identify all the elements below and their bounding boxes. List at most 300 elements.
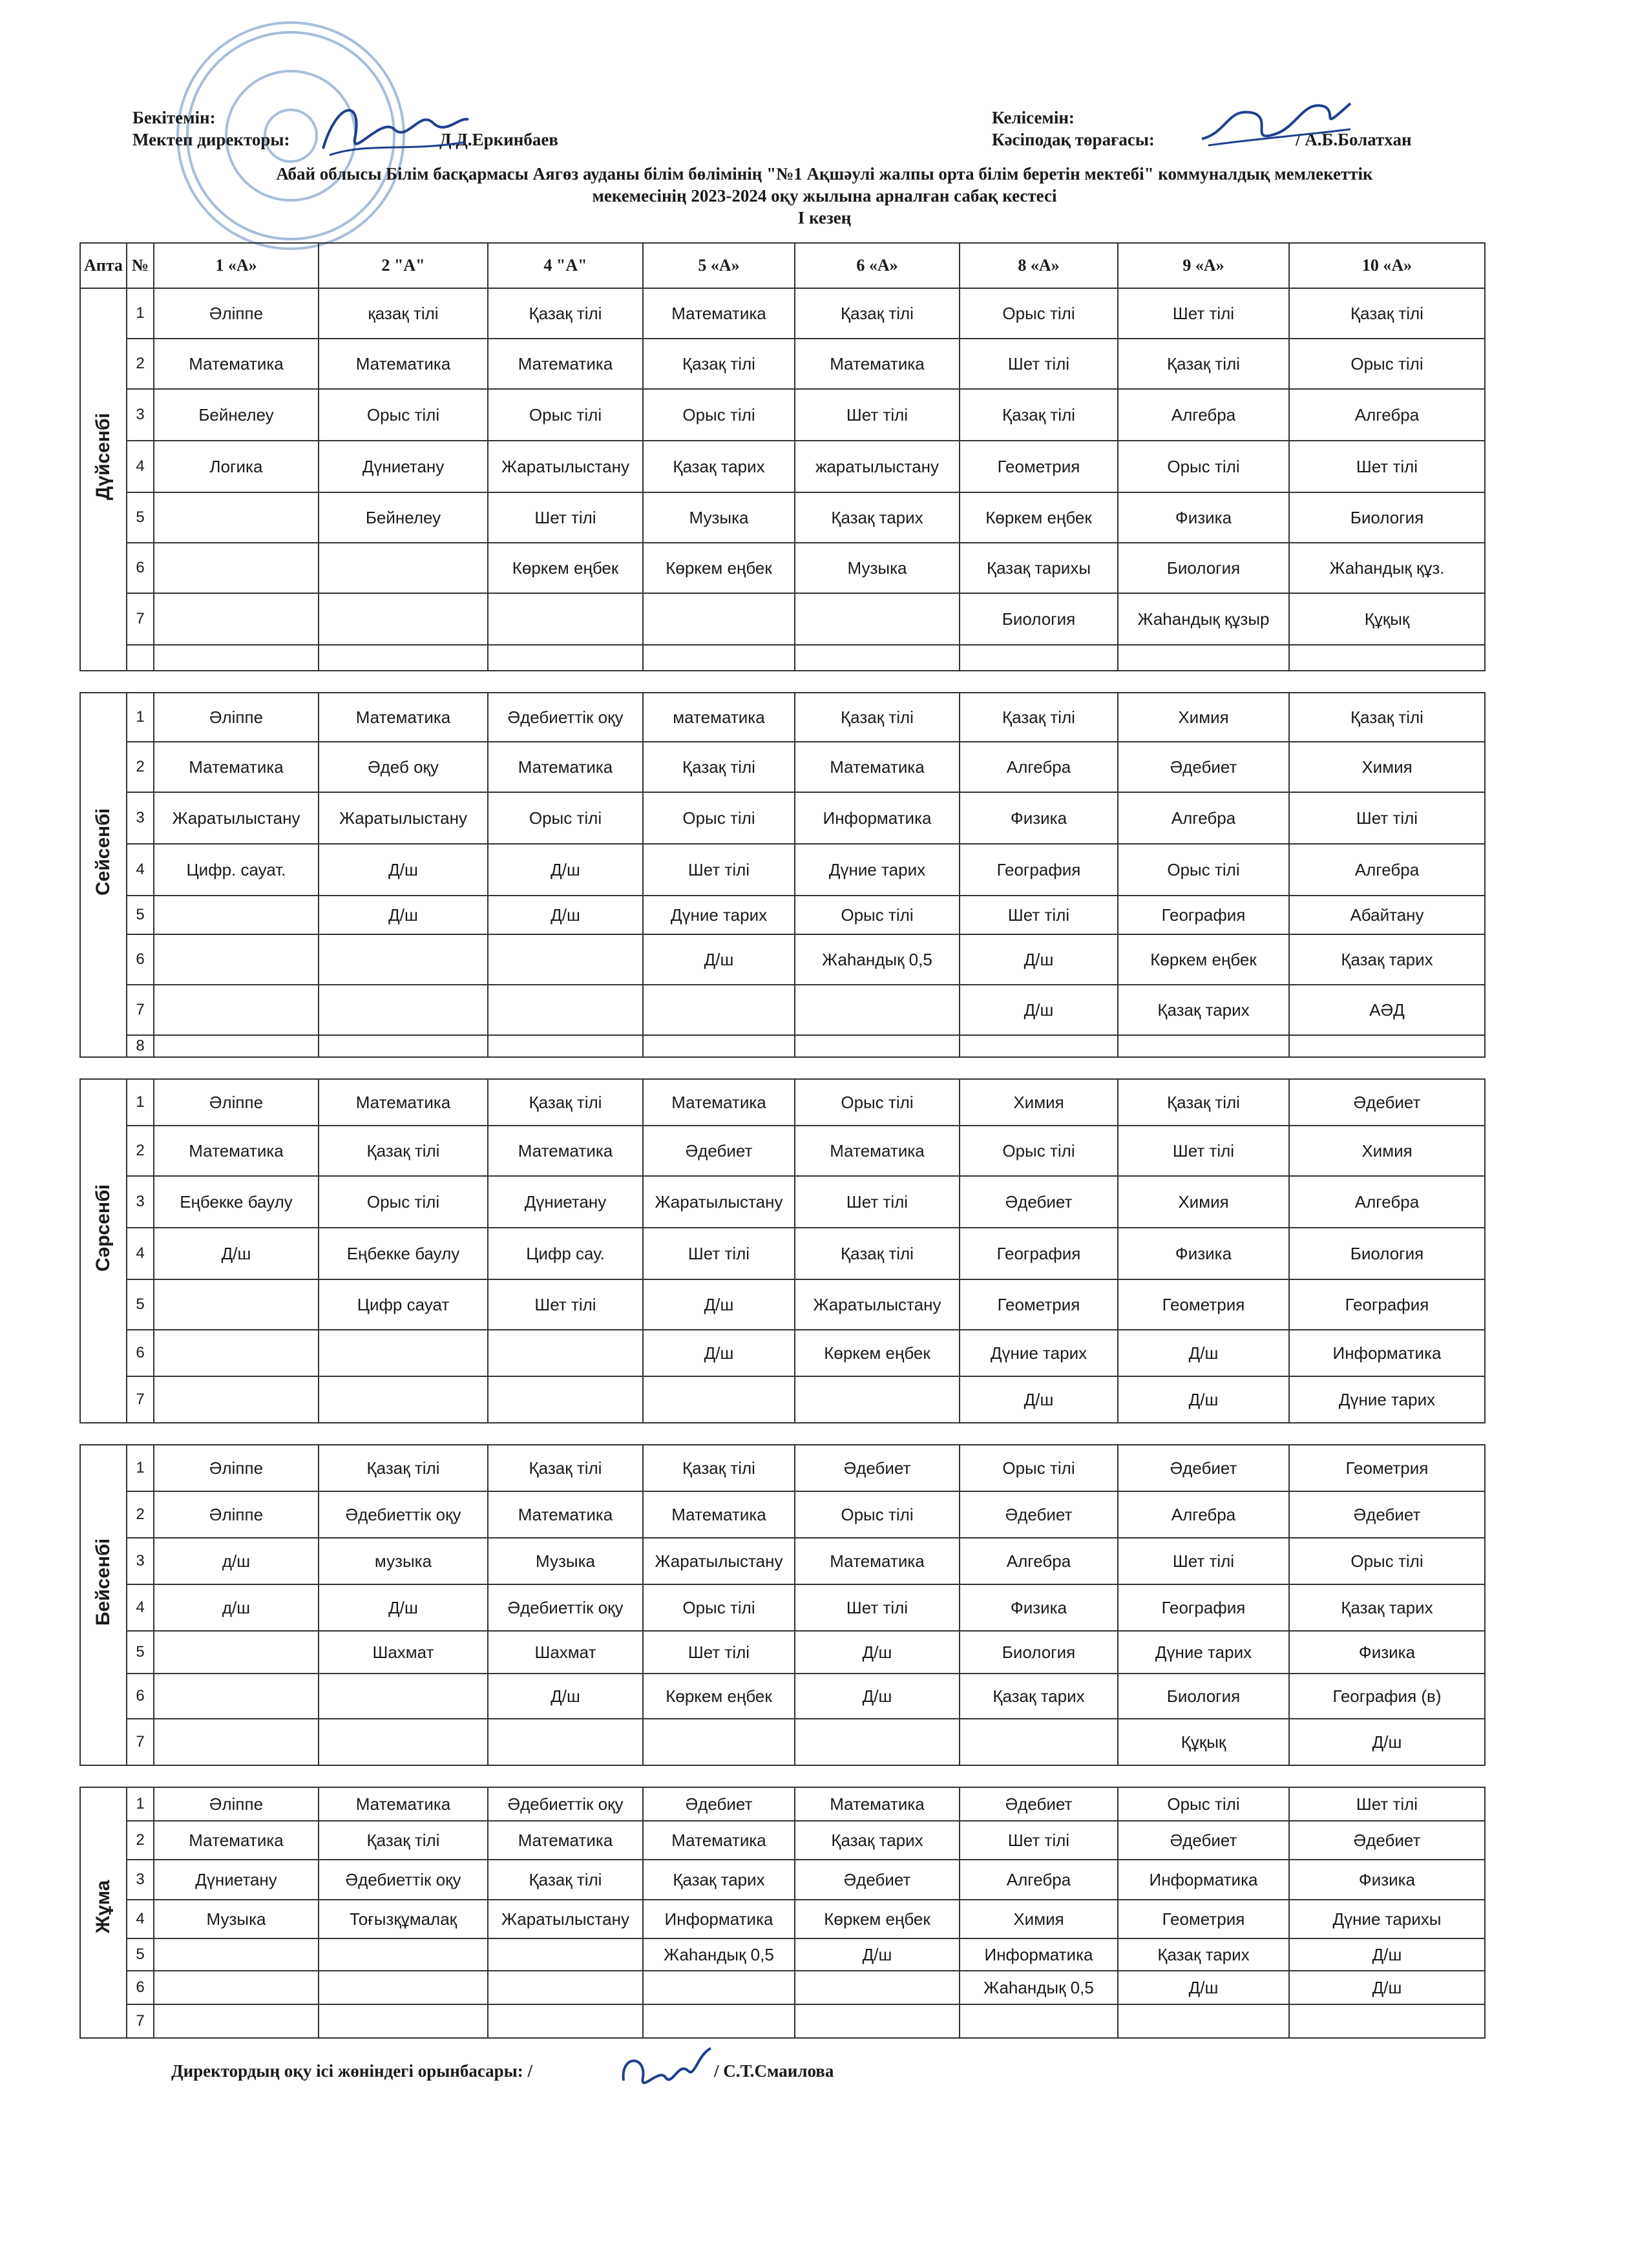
lesson-cell-4a: Орыс тілі xyxy=(488,792,643,844)
lesson-cell-1a xyxy=(154,2004,319,2038)
header-class-6a: 6 «А» xyxy=(795,243,960,288)
lesson-cell-2a xyxy=(319,1938,488,1971)
lesson-cell-1a: Математика xyxy=(154,742,319,792)
lesson-cell-2a: Еңбекке баулу xyxy=(319,1228,488,1279)
lesson-cell-9a: Шет тілі xyxy=(1118,1126,1289,1176)
lesson-cell-8a: Дүние тарих xyxy=(960,1330,1118,1376)
lesson-number: 6 xyxy=(127,1971,154,2004)
lesson-cell-8a: Әдебиет xyxy=(960,1176,1118,1228)
separator-cell xyxy=(80,1057,1485,1079)
lesson-cell-9a: Алгебра xyxy=(1118,1491,1289,1538)
table-row xyxy=(80,1860,1485,1900)
lesson-cell-4a: Д/ш xyxy=(488,1674,643,1719)
lesson-cell-6a: Жаһандық 0,5 xyxy=(795,934,960,985)
lesson-cell-4a: Көркем еңбек xyxy=(488,543,643,593)
lesson-number: 1 xyxy=(127,288,154,339)
lesson-cell-9a: Қазақ тілі xyxy=(1118,339,1289,389)
lesson-cell-6a xyxy=(795,1719,960,1765)
lesson-cell-2a xyxy=(319,543,488,593)
lesson-cell-2a: Әдебиеттік оқу xyxy=(319,1860,488,1900)
lesson-cell-1a: Әліппе xyxy=(154,288,319,339)
lesson-cell-8a: Жаһандық 0,5 xyxy=(960,1971,1118,2004)
table-row xyxy=(80,645,1485,671)
lesson-cell-10a: Қазақ тілі xyxy=(1289,288,1485,339)
table-row xyxy=(80,1376,1485,1423)
lesson-cell-2a xyxy=(319,1971,488,2004)
lesson-cell-2a: Орыс тілі xyxy=(319,389,488,441)
lesson-cell-1a: д/ш xyxy=(154,1584,319,1631)
lesson-cell-6a: Информатика xyxy=(795,792,960,844)
lesson-cell-6a: Әдебиет xyxy=(795,1445,960,1491)
lesson-cell-4a xyxy=(488,1938,643,1971)
table-row xyxy=(80,1126,1485,1176)
lesson-cell-10a: Химия xyxy=(1289,1126,1485,1176)
lesson-cell-1a xyxy=(154,593,319,645)
lesson-number: 3 xyxy=(127,792,154,844)
lesson-cell-10a: Құқық xyxy=(1289,593,1485,645)
lesson-cell-10a: Әдебиет xyxy=(1289,1491,1485,1538)
union-label: Кәсіподақ төрағасы: xyxy=(992,130,1155,149)
table-row xyxy=(80,1176,1485,1228)
lesson-cell-6a: Математика xyxy=(795,1538,960,1584)
lesson-cell-2a: Әдеб оқу xyxy=(319,742,488,792)
lesson-cell-1a xyxy=(154,985,319,1035)
lesson-cell-5a: Д/ш xyxy=(643,1279,795,1330)
lesson-cell-8a: География xyxy=(960,1228,1118,1279)
lesson-cell-8a: Геометрия xyxy=(960,1279,1118,1330)
lesson-cell-8a: Д/ш xyxy=(960,934,1118,985)
lesson-cell-1a xyxy=(154,1035,319,1057)
lesson-number xyxy=(127,645,154,671)
lesson-cell-10a: Д/ш xyxy=(1289,1971,1485,2004)
lesson-cell-8a xyxy=(960,645,1118,671)
lesson-cell-4a: Дүниетану xyxy=(488,1176,643,1228)
lesson-cell-5a: Жаратылыстану xyxy=(643,1538,795,1584)
lesson-cell-6a xyxy=(795,1376,960,1423)
lesson-cell-10a: Геометрия xyxy=(1289,1445,1485,1491)
lesson-cell-5a xyxy=(643,1719,795,1765)
lesson-cell-1a: Математика xyxy=(154,1126,319,1176)
lesson-cell-6a: Шет тілі xyxy=(795,1584,960,1631)
lesson-cell-1a xyxy=(154,1938,319,1971)
lesson-cell-6a: Шет тілі xyxy=(795,1176,960,1228)
header-class-2a: 2 "А" xyxy=(319,243,488,288)
lesson-cell-2a: Математика xyxy=(319,1079,488,1126)
lesson-cell-2a xyxy=(319,645,488,671)
title-line-1: Абай облысы Білім басқармасы Аягөз ауданы білім бөлімінің "№1 Ақшәулі жалпы орта білім беретін мектебі" коммуналдық мемлекеттік xyxy=(276,164,1373,184)
lesson-cell-8a: Физика xyxy=(960,1584,1118,1631)
lesson-cell-4a: Математика xyxy=(488,1821,643,1860)
lesson-cell-2a xyxy=(319,1330,488,1376)
lesson-cell-5a: Математика xyxy=(643,288,795,339)
table-row xyxy=(80,543,1485,593)
lesson-cell-4a: Қазақ тілі xyxy=(488,1860,643,1900)
lesson-cell-5a: Орыс тілі xyxy=(643,389,795,441)
lesson-cell-9a: Химия xyxy=(1118,1176,1289,1228)
lesson-cell-8a: География xyxy=(960,844,1118,896)
table-row xyxy=(80,1491,1485,1538)
lesson-cell-1a xyxy=(154,645,319,671)
lesson-cell-10a: Дүние тарих xyxy=(1289,1376,1485,1423)
lesson-cell-4a: Шет тілі xyxy=(488,492,643,543)
lesson-cell-6a: Д/ш xyxy=(795,1938,960,1971)
table-row xyxy=(80,1538,1485,1584)
lesson-cell-8a: Химия xyxy=(960,1079,1118,1126)
lesson-cell-9a: Химия xyxy=(1118,693,1289,742)
table-row xyxy=(80,693,1485,742)
lesson-cell-2a: Тоғызқұмалақ xyxy=(319,1900,488,1938)
lesson-cell-1a xyxy=(154,1279,319,1330)
lesson-cell-9a: Қазақ тарих xyxy=(1118,1938,1289,1971)
lesson-cell-9a: Биология xyxy=(1118,543,1289,593)
lesson-cell-9a: Орыс тілі xyxy=(1118,1787,1289,1821)
lesson-cell-9a: Д/ш xyxy=(1118,1971,1289,2004)
lesson-cell-8a: Д/ш xyxy=(960,985,1118,1035)
lesson-number: 1 xyxy=(127,1079,154,1126)
lesson-cell-9a: Физика xyxy=(1118,1228,1289,1279)
lesson-cell-5a: Математика xyxy=(643,1821,795,1860)
lesson-cell-1a xyxy=(154,1971,319,2004)
lesson-number: 3 xyxy=(127,1538,154,1584)
lesson-cell-4a: Д/ш xyxy=(488,844,643,896)
lesson-cell-6a: Әдебиет xyxy=(795,1860,960,1900)
union-chair-name: / А.Б.Болатхан xyxy=(1296,130,1412,149)
lesson-number: 6 xyxy=(127,1330,154,1376)
table-row xyxy=(80,896,1485,934)
lesson-cell-2a: Әдебиеттік оқу xyxy=(319,1491,488,1538)
day-separator xyxy=(80,671,1485,693)
union-signature xyxy=(1189,94,1357,158)
lesson-cell-4a: Әдебиеттік оқу xyxy=(488,1584,643,1631)
lesson-cell-5a: математика xyxy=(643,693,795,742)
lesson-number: 1 xyxy=(127,693,154,742)
lesson-cell-9a: Қазақ тілі xyxy=(1118,1079,1289,1126)
lesson-cell-6a: жаратылыстану xyxy=(795,441,960,492)
day-label-thursday xyxy=(80,1445,127,1765)
lesson-cell-8a: Биология xyxy=(960,1631,1118,1674)
header-class-8a: 8 «А» xyxy=(960,243,1118,288)
lesson-cell-2a: Математика xyxy=(319,339,488,389)
lesson-cell-1a: Әліппе xyxy=(154,1445,319,1491)
lesson-cell-6a: Орыс тілі xyxy=(795,1079,960,1126)
lesson-number: 2 xyxy=(127,339,154,389)
header-class-1a: 1 «А» xyxy=(154,243,319,288)
lesson-cell-2a: Д/ш xyxy=(319,844,488,896)
lesson-cell-6a xyxy=(795,593,960,645)
lesson-cell-4a xyxy=(488,1719,643,1765)
lesson-cell-4a: Қазақ тілі xyxy=(488,1079,643,1126)
lesson-cell-2a xyxy=(319,1719,488,1765)
lesson-cell-2a: музыка xyxy=(319,1538,488,1584)
schedule-table xyxy=(79,242,1486,2039)
lesson-cell-4a: Шет тілі xyxy=(488,1279,643,1330)
lesson-cell-8a xyxy=(960,1035,1118,1057)
lesson-cell-1a: д/ш xyxy=(154,1538,319,1584)
lesson-cell-8a: Орыс тілі xyxy=(960,1126,1118,1176)
lesson-cell-10a: Физика xyxy=(1289,1860,1485,1900)
lesson-number: 4 xyxy=(127,1584,154,1631)
lesson-number: 4 xyxy=(127,844,154,896)
lesson-number: 8 xyxy=(127,1035,154,1057)
header-number: № xyxy=(127,243,154,288)
lesson-cell-6a: Қазақ тарих xyxy=(795,492,960,543)
lesson-cell-2a xyxy=(319,2004,488,2038)
lesson-cell-10a: Қазақ тілі xyxy=(1289,693,1485,742)
lesson-cell-1a xyxy=(154,1631,319,1674)
lesson-cell-4a xyxy=(488,934,643,985)
day-separator xyxy=(80,1423,1485,1445)
lesson-number: 6 xyxy=(127,543,154,593)
director-signature xyxy=(310,90,478,174)
lesson-cell-1a: Музыка xyxy=(154,1900,319,1938)
lesson-cell-10a: Шет тілі xyxy=(1289,441,1485,492)
lesson-cell-5a: Көркем еңбек xyxy=(643,1674,795,1719)
lesson-cell-5a xyxy=(643,985,795,1035)
lesson-cell-8a: Қазақ тарих xyxy=(960,1674,1118,1719)
lesson-number: 1 xyxy=(127,1445,154,1491)
lesson-cell-4a: Математика xyxy=(488,1126,643,1176)
lesson-cell-1a: Математика xyxy=(154,1821,319,1860)
lesson-cell-6a: Д/ш xyxy=(795,1631,960,1674)
lesson-cell-1a: Д/ш xyxy=(154,1228,319,1279)
lesson-number: 5 xyxy=(127,492,154,543)
lesson-cell-8a: Қазақ тарихы xyxy=(960,543,1118,593)
lesson-cell-2a: Д/ш xyxy=(319,896,488,934)
lesson-cell-4a: Әдебиеттік оқу xyxy=(488,1787,643,1821)
lesson-number: 5 xyxy=(127,896,154,934)
lesson-cell-1a xyxy=(154,896,319,934)
lesson-number: 6 xyxy=(127,1674,154,1719)
lesson-cell-5a xyxy=(643,1035,795,1057)
lesson-cell-2a xyxy=(319,934,488,985)
lesson-cell-8a: Шет тілі xyxy=(960,896,1118,934)
lesson-cell-9a: Д/ш xyxy=(1118,1330,1289,1376)
lesson-cell-2a: Қазақ тілі xyxy=(319,1821,488,1860)
lesson-cell-6a: Шет тілі xyxy=(795,389,960,441)
lesson-cell-5a: Қазақ тарих xyxy=(643,441,795,492)
lesson-cell-1a: Дүниетану xyxy=(154,1860,319,1900)
table-header-row xyxy=(80,243,1485,288)
day-name: Жұма xyxy=(92,1880,114,1933)
day-label-monday xyxy=(80,288,127,671)
lesson-cell-2a xyxy=(319,1035,488,1057)
lesson-number: 5 xyxy=(127,1279,154,1330)
table-row xyxy=(80,1674,1485,1719)
lesson-cell-5a: Қазақ тілі xyxy=(643,742,795,792)
lesson-cell-10a: Орыс тілі xyxy=(1289,1538,1485,1584)
lesson-cell-1a: Логика xyxy=(154,441,319,492)
lesson-cell-9a: Информатика xyxy=(1118,1860,1289,1900)
day-separator xyxy=(80,1765,1485,1787)
lesson-cell-5a: Қазақ тарих xyxy=(643,1860,795,1900)
lesson-cell-4a: Математика xyxy=(488,1491,643,1538)
lesson-cell-9a: Әдебиет xyxy=(1118,1445,1289,1491)
day-name: Сейсенбі xyxy=(92,808,114,896)
lesson-cell-5a xyxy=(643,645,795,671)
lesson-cell-10a: Алгебра xyxy=(1289,1176,1485,1228)
lesson-cell-8a: Көркем еңбек xyxy=(960,492,1118,543)
lesson-cell-6a: Математика xyxy=(795,339,960,389)
table-row xyxy=(80,339,1485,389)
lesson-cell-10a: География xyxy=(1289,1279,1485,1330)
director-label: Мектеп директоры: xyxy=(132,130,290,149)
lesson-cell-1a: Жаратылыстану xyxy=(154,792,319,844)
lesson-cell-10a: Информатика xyxy=(1289,1330,1485,1376)
lesson-cell-2a: қазақ тілі xyxy=(319,288,488,339)
lesson-cell-1a xyxy=(154,1719,319,1765)
lesson-cell-4a xyxy=(488,1971,643,2004)
document-title xyxy=(0,163,1649,229)
lesson-cell-4a: Қазақ тілі xyxy=(488,1445,643,1491)
lesson-cell-1a xyxy=(154,543,319,593)
lesson-cell-10a: Алгебра xyxy=(1289,389,1485,441)
table-row xyxy=(80,593,1485,645)
lesson-number: 2 xyxy=(127,742,154,792)
lesson-cell-5a: Көркем еңбек xyxy=(643,543,795,593)
lesson-cell-5a: Әдебиет xyxy=(643,1787,795,1821)
deputy-name: / С.Т.Смаилова xyxy=(714,2061,834,2081)
table-row xyxy=(80,742,1485,792)
day-label-tuesday xyxy=(80,693,127,1057)
title-line-3: І кезең xyxy=(797,208,852,227)
lesson-cell-10a: Орыс тілі xyxy=(1289,339,1485,389)
lesson-cell-2a: Шахмат xyxy=(319,1631,488,1674)
table-row xyxy=(80,1035,1485,1057)
lesson-cell-10a: Шет тілі xyxy=(1289,1787,1485,1821)
lesson-cell-4a: Д/ш xyxy=(488,896,643,934)
director-name: Д.Д.Еркинбаев xyxy=(439,130,558,149)
lesson-cell-5a: Жаһандық 0,5 xyxy=(643,1938,795,1971)
lesson-cell-1a: Әліппе xyxy=(154,693,319,742)
lesson-cell-5a: Шет тілі xyxy=(643,844,795,896)
agree-label: Келісемін: xyxy=(992,108,1075,127)
lesson-cell-6a: Орыс тілі xyxy=(795,896,960,934)
lesson-cell-5a: Музыка xyxy=(643,492,795,543)
lesson-cell-6a xyxy=(795,2004,960,2038)
lesson-number: 6 xyxy=(127,934,154,985)
table-row xyxy=(80,1330,1485,1376)
table-row xyxy=(80,2004,1485,2038)
deputy-label: Директордың оқу ісі жөніндегі орынбасары: / xyxy=(171,2061,532,2081)
lesson-cell-2a: Математика xyxy=(319,693,488,742)
lesson-cell-5a: Қазақ тілі xyxy=(643,339,795,389)
table-row xyxy=(80,1584,1485,1631)
lesson-cell-9a: Дүние тарих xyxy=(1118,1631,1289,1674)
lesson-cell-6a: Музыка xyxy=(795,543,960,593)
lesson-cell-9a: Д/ш xyxy=(1118,1376,1289,1423)
separator-cell xyxy=(80,1765,1485,1787)
lesson-cell-10a: Физика xyxy=(1289,1631,1485,1674)
lesson-cell-5a: Д/ш xyxy=(643,934,795,985)
lesson-cell-4a: Әдебиеттік оқу xyxy=(488,693,643,742)
lesson-cell-10a xyxy=(1289,645,1485,671)
lesson-cell-1a: Математика xyxy=(154,339,319,389)
lesson-cell-1a xyxy=(154,1376,319,1423)
lesson-cell-2a: Орыс тілі xyxy=(319,1176,488,1228)
lesson-cell-1a xyxy=(154,492,319,543)
table-row xyxy=(80,288,1485,339)
lesson-cell-9a: Алгебра xyxy=(1118,389,1289,441)
lesson-number: 4 xyxy=(127,441,154,492)
lesson-cell-8a xyxy=(960,2004,1118,2038)
table-row xyxy=(80,1719,1485,1765)
lesson-cell-6a: Қазақ тарих xyxy=(795,1821,960,1860)
lesson-cell-10a: Шет тілі xyxy=(1289,792,1485,844)
lesson-cell-9a: Биология xyxy=(1118,1674,1289,1719)
lesson-number: 5 xyxy=(127,1631,154,1674)
lesson-cell-10a: Әдебиет xyxy=(1289,1079,1485,1126)
lesson-cell-6a: Қазақ тілі xyxy=(795,1228,960,1279)
lesson-cell-9a: География xyxy=(1118,896,1289,934)
lesson-cell-2a: Математика xyxy=(319,1787,488,1821)
lesson-cell-8a xyxy=(960,1719,1118,1765)
lesson-cell-10a: Химия xyxy=(1289,742,1485,792)
lesson-cell-9a xyxy=(1118,645,1289,671)
lesson-cell-1a xyxy=(154,934,319,985)
lesson-cell-9a xyxy=(1118,2004,1289,2038)
lesson-cell-8a: Физика xyxy=(960,792,1118,844)
lesson-cell-1a: Әліппе xyxy=(154,1491,319,1538)
lesson-cell-5a: Шет тілі xyxy=(643,1228,795,1279)
lesson-cell-4a xyxy=(488,1376,643,1423)
lesson-cell-8a: Әдебиет xyxy=(960,1491,1118,1538)
title-line-2: мекемесінің 2023-2024 оқу жылына арналған сабақ кестесі xyxy=(592,186,1057,205)
lesson-cell-1a xyxy=(154,1330,319,1376)
lesson-cell-4a: Орыс тілі xyxy=(488,389,643,441)
lesson-cell-10a: Әдебиет xyxy=(1289,1821,1485,1860)
table-row xyxy=(80,1787,1485,1821)
lesson-cell-5a: Информатика xyxy=(643,1900,795,1938)
lesson-cell-2a: Қазақ тілі xyxy=(319,1126,488,1176)
lesson-cell-5a: Орыс тілі xyxy=(643,1584,795,1631)
lesson-cell-10a: Биология xyxy=(1289,492,1485,543)
day-name: Дүйсенбі xyxy=(92,413,114,500)
lesson-cell-10a: Қазақ тарих xyxy=(1289,1584,1485,1631)
lesson-cell-4a xyxy=(488,645,643,671)
lesson-cell-9a: Жаһандық құзыр xyxy=(1118,593,1289,645)
separator-cell xyxy=(80,671,1485,693)
day-name: Бейсенбі xyxy=(92,1538,114,1626)
lesson-cell-9a: Шет тілі xyxy=(1118,288,1289,339)
lesson-cell-6a: Қазақ тілі xyxy=(795,288,960,339)
lesson-cell-9a: Геометрия xyxy=(1118,1279,1289,1330)
lesson-cell-10a: Дүние тарихы xyxy=(1289,1900,1485,1938)
lesson-cell-10a: АӘД xyxy=(1289,985,1485,1035)
lesson-cell-6a: Математика xyxy=(795,1126,960,1176)
lesson-number: 2 xyxy=(127,1821,154,1860)
lesson-cell-2a xyxy=(319,1376,488,1423)
table-row xyxy=(80,792,1485,844)
lesson-cell-9a: Әдебиет xyxy=(1118,742,1289,792)
table-row xyxy=(80,492,1485,543)
lesson-cell-9a: Орыс тілі xyxy=(1118,844,1289,896)
lesson-cell-9a: Көркем еңбек xyxy=(1118,934,1289,985)
lesson-cell-8a: Геометрия xyxy=(960,441,1118,492)
table-row xyxy=(80,1445,1485,1491)
lesson-cell-9a: Әдебиет xyxy=(1118,1821,1289,1860)
table-row xyxy=(80,934,1485,985)
lesson-number: 7 xyxy=(127,1719,154,1765)
lesson-cell-10a xyxy=(1289,1035,1485,1057)
lesson-cell-2a: Цифр сауат xyxy=(319,1279,488,1330)
lesson-cell-6a xyxy=(795,1971,960,2004)
lesson-cell-5a: Орыс тілі xyxy=(643,792,795,844)
lesson-cell-8a: Алгебра xyxy=(960,742,1118,792)
lesson-cell-9a: Орыс тілі xyxy=(1118,441,1289,492)
lesson-cell-2a: Дүниетану xyxy=(319,441,488,492)
lesson-number: 7 xyxy=(127,593,154,645)
lesson-cell-4a xyxy=(488,985,643,1035)
